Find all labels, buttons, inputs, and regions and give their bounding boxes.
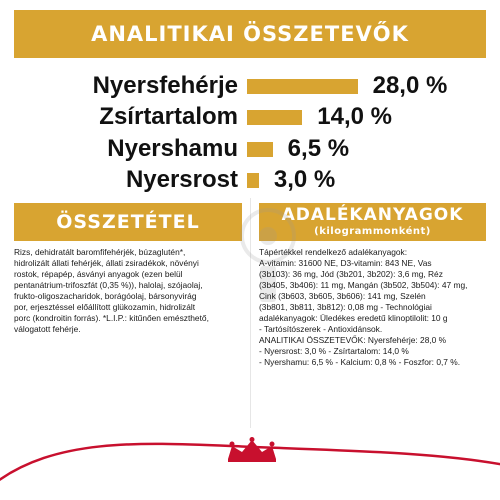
additives-line: - Tartósítószerek - Antioxidánsok. — [259, 324, 383, 334]
composition-line: porc (kondroitin forrás). *L.I.P.: kitűnően emészthető, — [14, 313, 209, 323]
additives-line: adalékanyagok: Üledékes eredetű klinoptilolit: 10 g — [259, 313, 448, 323]
composition-line: por, erjesztéssel előállított glükozamin, hidrolizált — [14, 302, 196, 312]
nutrient-bar — [247, 173, 259, 188]
additives-title: ADALÉKANYAGOK — [281, 205, 464, 225]
additives-line: Cink (3b603, 3b605, 3b606): 141 mg, Szelén — [259, 291, 426, 301]
analytical-header-title: ANALITIKAI ÖSSZETEVŐK — [91, 22, 409, 46]
additives-line: (3b103): 36 mg, Jód (3b201, 3b202): 3,6 mg, Réz — [259, 269, 443, 279]
additives-line: - Nyershamu: 6,5 % - Kalcium: 0,8 % - Foszfor: 0,7 %. — [259, 357, 461, 367]
nutrient-value: 6,5 % — [287, 135, 350, 162]
additives-subtitle: (kilogrammonként) — [314, 226, 431, 237]
nutrient-label: Nyersrost — [125, 166, 238, 193]
additives-text — [259, 247, 491, 368]
nutrient-label: Zsírtartalom — [99, 103, 238, 130]
nutrient-bar — [247, 142, 273, 157]
additives-line: (3b405, 3b406): 11 mg, Mangán (3b502, 3b504): 47 mg, — [259, 280, 468, 290]
additives-line: ANALITIKAI ÖSSZETEVŐK: Nyersfehérje: 28,0 % — [259, 335, 447, 345]
additives-line: A-vitamin: 31600 NE, D3-vitamin: 843 NE, Vas — [259, 258, 432, 268]
nutrient-value: 14,0 % — [317, 103, 393, 130]
nutrient-value: 28,0 % — [372, 72, 448, 99]
additives-line: - Nyersrost: 3,0 % - Zsírtartalom: 14,0 % — [259, 346, 409, 356]
crown-icon — [222, 437, 282, 463]
nutrient-bar — [247, 79, 358, 94]
additives-line: (3b801, 3b811, 3b812): 0,08 mg - Technológiai — [259, 302, 432, 312]
nutrient-row — [0, 164, 500, 196]
nutrient-row — [0, 133, 500, 165]
additives-line: Tápértékkel rendelkező adalékanyagok: — [259, 247, 408, 257]
analytical-header-banner — [14, 10, 486, 58]
nutrient-row — [0, 101, 500, 133]
composition-title: ÖSSZETÉTEL — [56, 211, 200, 233]
nutrient-label: Nyershamu — [107, 135, 238, 162]
nutrient-bar — [247, 110, 302, 125]
composition-line: Rizs, dehidratált baromfifehérjék, búzaglutén*, — [14, 247, 186, 257]
nutrient-value: 3,0 % — [273, 166, 336, 193]
composition-line: frukto-oligoszacharidok, borágóolaj, bársonyvirág — [14, 291, 197, 301]
composition-header-banner — [14, 203, 242, 241]
nutrient-row — [0, 70, 500, 102]
composition-line: válogatott fehérje. — [14, 324, 81, 334]
composition-line: hidrolizált állati fehérjék, állati zsiradékok, növényi — [14, 258, 199, 268]
composition-line: pentanátrium-trifoszfát (0,35 %)), halolaj, szójaolaj, — [14, 280, 203, 290]
composition-line: rostok, répapép, ásványi anyagok (ezen belül — [14, 269, 183, 279]
composition-text — [14, 247, 244, 335]
nutrient-label: Nyersfehérje — [92, 72, 238, 99]
